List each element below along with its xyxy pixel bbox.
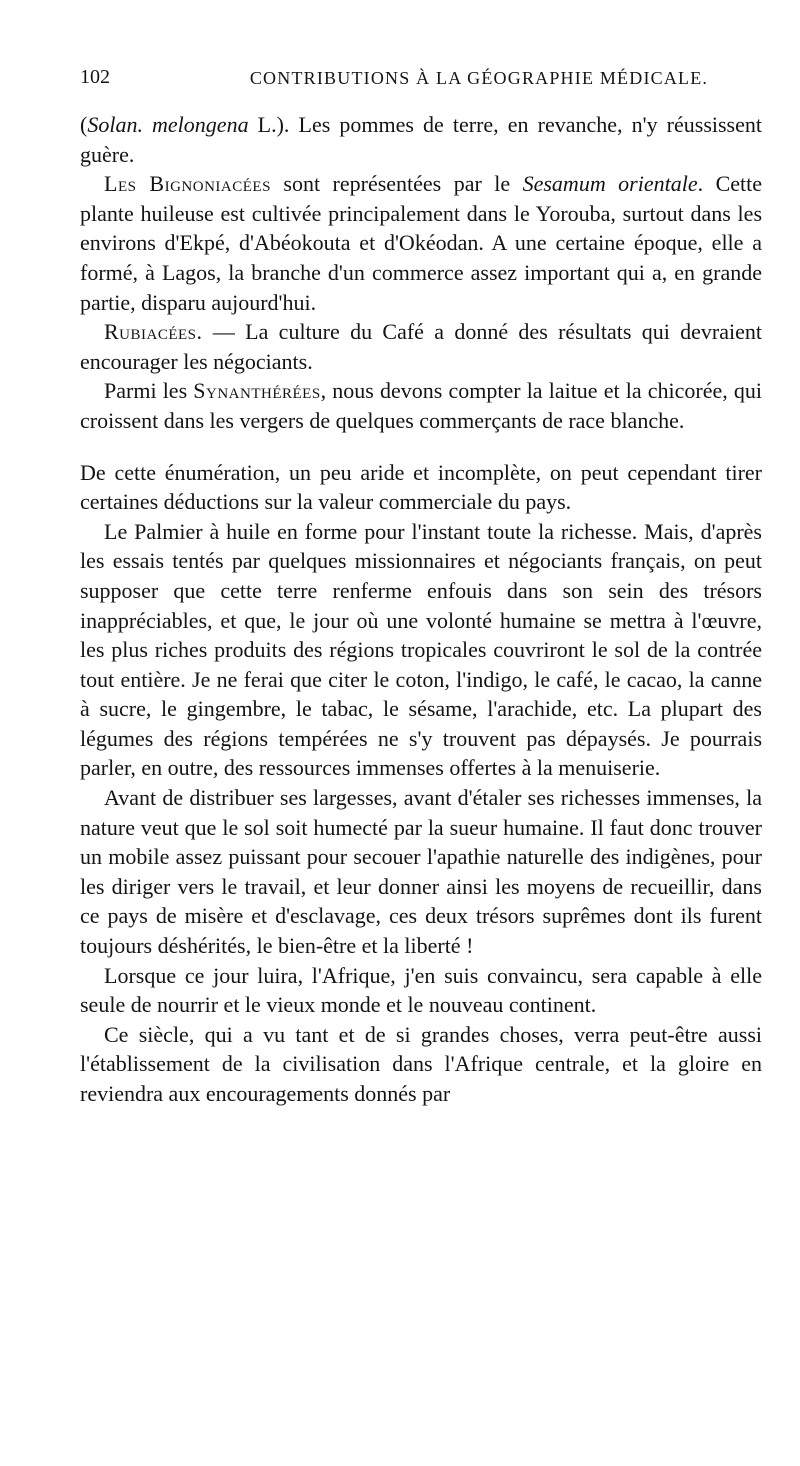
paragraph-bignoniacees bbox=[80, 169, 762, 317]
paragraph-text: sont représentées par le bbox=[270, 171, 523, 197]
paragraph-siecle bbox=[80, 1020, 762, 1109]
species-name: Solan. melongena bbox=[87, 112, 249, 137]
paragraph-afrique bbox=[80, 961, 762, 1020]
paragraph-largesses bbox=[80, 783, 762, 961]
page-header bbox=[80, 66, 758, 96]
species-name: Sesamum orientale bbox=[522, 171, 698, 197]
paragraph-solanum-text: L.). Les pommes de terre, en revanche, n'y réussissent guère. bbox=[80, 112, 762, 167]
paragraph-text: De cette énumération, un peu aride et incomplète, on peut cependant tirer certaines déductions sur la valeur commerciale du pays. bbox=[80, 459, 762, 515]
family-name: Les Bignoniacées bbox=[104, 171, 271, 197]
paragraph-text: . Cette plante huileuse est cultivée principalement dans le Yorouba, surtout dans les environs d'Ekpé, d'Abéokouta et d'Okéodan. A une certaine époque, elle a formé, à Lagos, la branche d'un commerce assez important qui a, en grande partie, disparu aujourd'hui. bbox=[80, 171, 763, 315]
paragraph-text: — La culture du Café a donné des résultats qui devraient encourager les négociants. bbox=[80, 319, 762, 374]
paragraph-text: , nous devons compter la laitue et la chicorée, qui croissent dans les vergers de quelques commerçants de race blanche. bbox=[80, 378, 762, 433]
paragraph-solanum-open: ( bbox=[80, 112, 88, 137]
paragraph-solanum bbox=[80, 110, 762, 169]
family-name: Synanthérées bbox=[193, 378, 321, 404]
paragraph-text: Le Palmier à huile en forme pour l'instant toute la richesse. Mais, d'après les essais tentés par quelques missionnaires et négociants français, on peut supposer que cette terre renferme enfouis dans son sein des trésors inappréciables, et que, le jour où une volonté humaine se mettra à l'œuvre, les plus riches produits des régions tropicales couvriront le sol de la contrée tout entière. Je ne ferai que citer le coton, l'indigo, le café, le cacao, la canne à sucre, le gingembre, le tabac, le sésame, l'arachide, etc. La plupart des légumes des régions tempérées ne s'y trouvent pas dépaysés. Je pourrais parler, en outre, des ressources immenses offertes à la menuiserie. bbox=[80, 518, 762, 781]
body-text bbox=[80, 110, 762, 1109]
paragraph-text: Lorsque ce jour luira, l'Afrique, j'en suis convaincu, sera capable à elle seule de nourrir et le vieux monde et le nouveau continent. bbox=[80, 962, 762, 1018]
page-number: 102 bbox=[80, 66, 110, 88]
paragraph-text: Avant de distribuer ses largesses, avant d'étaler ses richesses immenses, la nature veut que le sol soit humecté par la sueur humaine. Il faut donc trouver un mobile assez puissant pour secouer l'apathie naturelle des indigènes, pour les diriger vers le travail, et leur donner ainsi les moyens de recueillir, dans ce pays de misère et d'esclavage, ces deux trésors suprêmes dont ils furent toujours déshérités, le bien-être et la liberté ! bbox=[80, 785, 762, 959]
paragraph-rubiacees bbox=[80, 317, 762, 376]
running-title: CONTRIBUTIONS À LA GÉOGRAPHIE MÉDICALE. bbox=[249, 68, 709, 88]
paragraph-deductions bbox=[80, 458, 762, 517]
paragraph-lead: Parmi les bbox=[104, 378, 194, 404]
paragraph-palmier bbox=[80, 517, 762, 783]
paragraph-synantherees bbox=[80, 376, 762, 435]
family-name: Rubiacées. bbox=[104, 319, 203, 345]
paragraph-text: Ce siècle, qui a vu tant et de si grandes choses, verra peut-être aussi l'établissement de la civilisation dans l'Afrique centrale, et la gloire en reviendra aux encouragements donnés par bbox=[80, 1021, 762, 1106]
